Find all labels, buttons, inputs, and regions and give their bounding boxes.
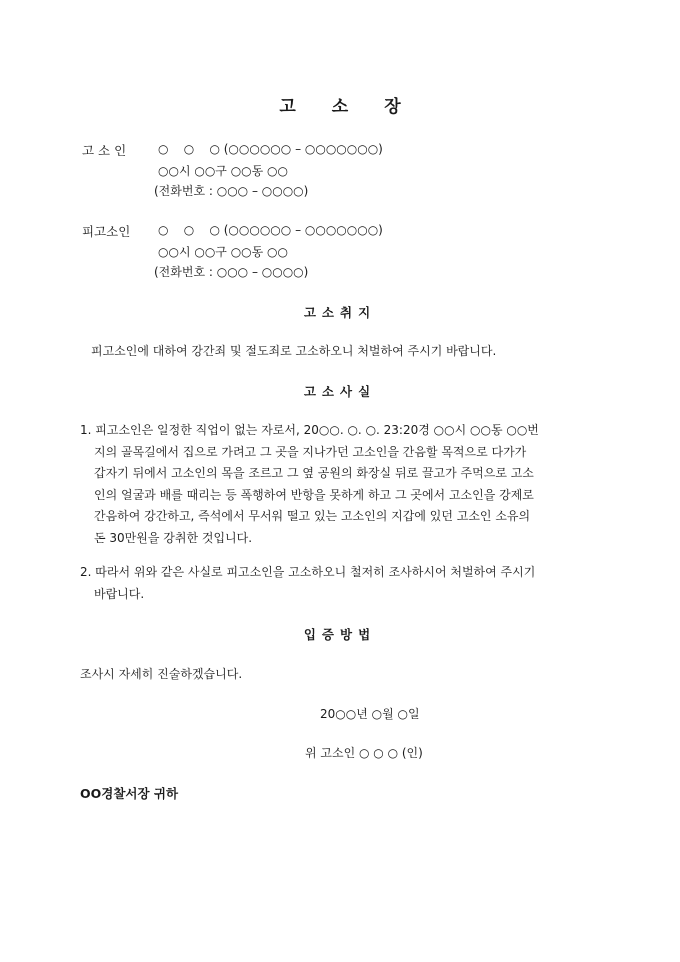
facts-line: 지의 골목길에서 집으로 가려고 그 곳을 지나가던 고소인을 간음할 목적으로 다가가 <box>94 444 527 459</box>
facts-line: 바랍니다. <box>94 586 145 601</box>
document-title <box>0 92 680 117</box>
evidence-text: 조사시 자세히 진술하겠습니다. <box>80 667 243 681</box>
title-char: 소 <box>331 97 349 117</box>
purpose-heading: 고소취지 <box>303 305 377 320</box>
defendant-label: 피고소인 <box>82 224 131 239</box>
document-date: 20○○년 ○월 ○일 <box>320 707 420 721</box>
facts-line: 갑자기 뒤에서 고소인의 목을 조르고 그 옆 공원의 화장실 뒤로 끌고가 주먹으로 고소 <box>94 466 534 480</box>
facts-line: 인의 얼굴과 배를 때리는 등 폭행하여 반항을 못하게 하고 그 곳에서 고소인을 강제로 <box>94 487 534 502</box>
facts-line: 간음하여 강간하고, 즉석에서 무서워 떨고 있는 고소인의 지갑에 있던 고소인 소유의 <box>94 509 531 523</box>
facts-line: 돈 30만원을 강취한 것입니다. <box>94 530 253 545</box>
facts-heading: 고소사실 <box>303 384 377 399</box>
complainant-address: ○○시 ○○구 ○○동 ○○ <box>158 164 288 178</box>
complainant-name-id: ○ ○ ○ (○○○○○○ – ○○○○○○○) <box>158 142 383 156</box>
facts-item-1 <box>80 420 539 549</box>
addressee: OO경찰서장 귀하 <box>80 786 179 801</box>
title-char: 고 <box>279 97 296 117</box>
defendant-phone: (전화번호 : ○○○ – ○○○○) <box>154 265 309 279</box>
defendant-address: ○○시 ○○구 ○○동 ○○ <box>158 245 288 259</box>
evidence-heading: 입증방법 <box>303 627 377 642</box>
purpose-text: 피고소인에 대하여 강간죄 및 절도죄로 고소하오니 처벌하여 주시기 바랍니다. <box>91 344 497 358</box>
facts-line: 1. 피고소인은 일정한 직업이 없는 자로서, 20○○. ○. ○. 23:20경 ○○시 ○○동 ○○번 <box>80 423 539 437</box>
title-char: 장 <box>384 97 401 117</box>
complainant-label: 고 소 인 <box>82 143 127 158</box>
signature-line: 위 고소인 ○ ○ ○ (인) <box>305 746 423 760</box>
defendant-name-id: ○ ○ ○ (○○○○○○ – ○○○○○○○) <box>158 223 383 237</box>
facts-line: 2. 따라서 위와 같은 사실로 피고소인을 고소하오니 철저히 조사하시어 처벌하여 주시기 <box>80 565 536 579</box>
facts-item-2 <box>80 562 535 605</box>
complainant-phone: (전화번호 : ○○○ – ○○○○) <box>154 184 309 198</box>
